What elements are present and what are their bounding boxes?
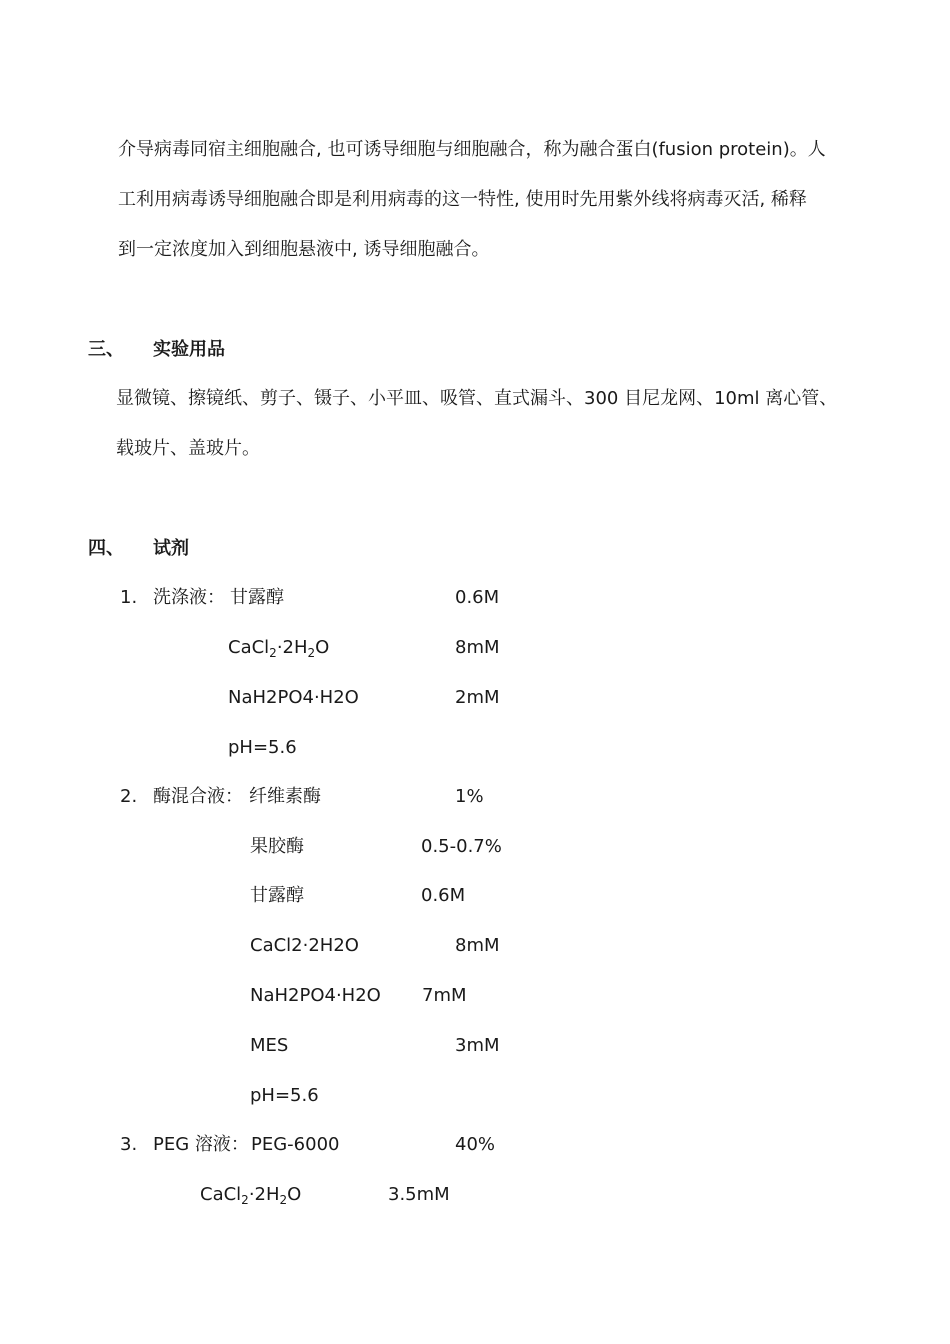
reagent-2-row-5-value: 7mM — [422, 985, 467, 1006]
section-4-title: 试剂 — [153, 538, 189, 559]
section-3-line-2: 载玻片、盖玻片。 — [116, 438, 260, 459]
reagent-1-row-1-value: 0.6M — [455, 587, 500, 608]
section-3-number: 三、 — [88, 339, 124, 360]
reagent-2-row-1-name: 纤维素酶 — [249, 786, 321, 807]
reagent-2-row-4-value: 8mM — [455, 935, 500, 956]
reagent-1-row-1-name: 甘露醇 — [230, 587, 284, 608]
section-4-number: 四、 — [88, 538, 124, 559]
reagent-1-row-3-value: 2mM — [455, 687, 500, 708]
reagent-3-row-1-name: PEG-6000 — [251, 1134, 340, 1155]
section-3-line-1: 显微镜、擦镜纸、剪子、镊子、小平皿、吸管、直式漏斗、300 目尼龙网、10ml 离心管、 — [116, 388, 838, 409]
reagent-2-row-3-value: 0.6M — [421, 885, 466, 906]
reagent-2-row-6-value: 3mM — [455, 1035, 500, 1056]
reagent-1-row-2-value: 8mM — [455, 637, 500, 658]
reagent-2-row-6-name: MES — [250, 1035, 289, 1056]
reagent-2-row-3-name: 甘露醇 — [250, 885, 304, 906]
reagent-2-row-4-name: CaCl2·2H2O — [250, 935, 359, 956]
reagent-3-row-2-value: 3.5mM — [388, 1184, 450, 1205]
reagent-1-row-3-name: NaH2PO4·H2O — [228, 687, 359, 708]
reagent-2-row-2-value: 0.5-0.7% — [421, 836, 502, 857]
intro-line-3: 到一定浓度加入到细胞悬液中, 诱导细胞融合。 — [118, 239, 490, 260]
reagent-2-label: 酶混合液： — [153, 786, 243, 807]
reagent-2-row-2-name: 果胶酶 — [250, 836, 304, 857]
reagent-2-row-1-value: 1% — [455, 786, 484, 807]
reagent-1-row-4-name: pH=5.6 — [228, 737, 297, 758]
reagent-2-row-5-name: NaH2PO4·H2O — [250, 985, 381, 1006]
reagent-1-row-2-name: $CaCl_2\cdot 2H_2O$ — [228, 637, 330, 660]
reagent-3-number: 3. — [120, 1134, 138, 1155]
reagent-3-row-2-name: $CaCl_2\cdot 2H_2O$ — [200, 1184, 302, 1207]
intro-line-1: 介导病毒同宿主细胞融合, 也可诱导细胞与细胞融合，称为融合蛋白(fusion protein)。人 — [118, 139, 826, 160]
reagent-3-row-1-value: 40% — [455, 1134, 496, 1155]
reagent-2-row-7-name: pH=5.6 — [250, 1085, 319, 1106]
section-3-title: 实验用品 — [153, 339, 225, 360]
reagent-3-label: PEG 溶液： — [153, 1134, 249, 1155]
reagent-1-number: 1. — [120, 587, 138, 608]
reagent-2-number: 2. — [120, 786, 138, 807]
intro-line-2: 工利用病毒诱导细胞融合即是利用病毒的这一特性, 使用时先用紫外线将病毒灭活, 稀释 — [118, 189, 807, 210]
reagent-1-label: 洗涤液： — [153, 587, 225, 608]
